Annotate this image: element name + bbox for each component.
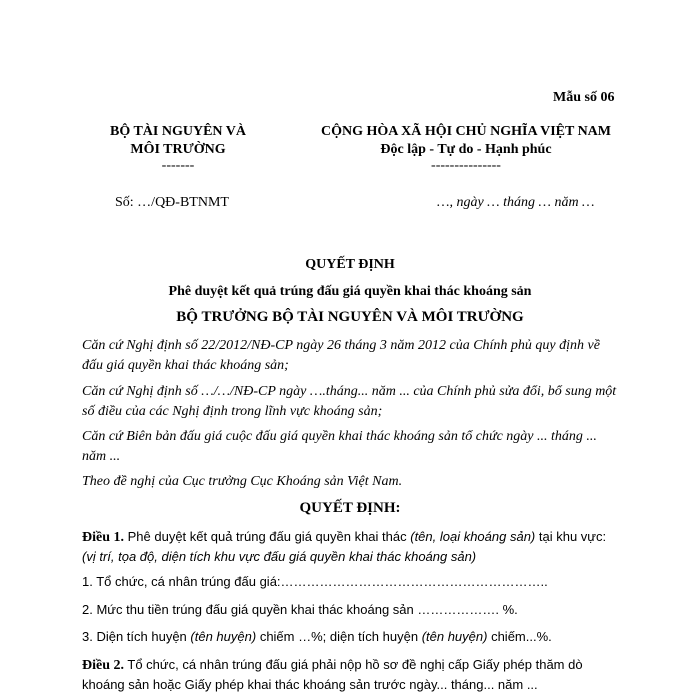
- issuing-authority: BỘ TRƯỞNG BỘ TÀI NGUYÊN VÀ MÔI TRƯỜNG: [176, 309, 524, 325]
- article-2: [82, 655, 620, 694]
- item-3-text-end: chiếm...%.: [491, 629, 552, 644]
- article-1: [82, 527, 620, 566]
- area-description-placeholder: (vị trí, tọa độ, diện tích khu vực đấu giá quyền khai thác khoáng sản): [82, 549, 477, 564]
- mineral-name-placeholder: (tên, loại khoáng sản): [410, 529, 536, 544]
- document-number: Số: …/QĐ-BTNMT: [115, 195, 229, 210]
- item-auction-fee-rate: 2. Mức thu tiền trúng đấu giá quyền khai thác khoáng sản ………………. %.: [82, 602, 518, 617]
- country-title: CỘNG HÒA XÃ HỘI CHỦ NGHĨA VIỆT NAM: [320, 124, 611, 139]
- document-subject: Phê duyệt kết quả trúng đấu giá quyền khai thác khoáng sản: [168, 284, 532, 299]
- national-motto: Độc lập - Tự do - Hạnh phúc: [380, 142, 552, 157]
- ground-amending-decree: Căn cứ Nghị định số …/…/NĐ-CP ngày ….tháng... năm ... của Chính phủ sửa đổi, bổ sung một số điều của các Nghị định trong lĩnh vực khoáng sản;: [82, 384, 617, 419]
- article-1-label: Điều 1.: [82, 530, 124, 545]
- agency-rule: -------: [161, 158, 195, 173]
- item-3-text-cont: chiếm …%; diện tích huyện: [259, 629, 419, 644]
- document-date: …, ngày … tháng … năm …: [437, 195, 595, 210]
- decision-heading: QUYẾT ĐỊNH:: [299, 500, 401, 516]
- article-1-text: Phê duyệt kết quả trúng đấu giá quyền khai thác: [127, 529, 407, 544]
- item-district-area: [82, 629, 552, 644]
- agency-name-line1: BỘ TÀI NGUYÊN VÀ: [109, 124, 246, 139]
- agency-name-line2: MÔI TRƯỜNG: [130, 142, 226, 157]
- item-3-text: 3. Diện tích huyện: [82, 629, 187, 644]
- ground-proposal: Theo đề nghị của Cục trưởng Cục Khoáng sản Việt Nam.: [82, 474, 403, 489]
- article-1-area-label: tại khu vực:: [538, 529, 607, 544]
- document-title: QUYẾT ĐỊNH: [305, 257, 395, 272]
- article-2-label: Điều 2.: [82, 658, 124, 673]
- motto-rule: ---------------: [431, 158, 501, 173]
- article-2-text: Tổ chức, cá nhân trúng đấu giá phải nộp hồ sơ đề nghị cấp Giấy phép thăm dò khoáng sản hoặc Giấy phép khai thác khoáng sản trước ngày... tháng... năm ...: [82, 657, 583, 692]
- ground-decree-22: Căn cứ Nghị định số 22/2012/NĐ-CP ngày 26 tháng 3 năm 2012 của Chính phủ quy định về đấu giá quyền khai thác khoáng sản;: [82, 338, 600, 373]
- ground-auction-minutes: Căn cứ Biên bản đấu giá cuộc đấu giá quyền khai thác khoáng sản tổ chức ngày ... tháng ... năm ...: [82, 429, 597, 464]
- form-code: Mẫu số 06: [553, 90, 615, 105]
- district-name-placeholder-2: (tên huyện): [421, 629, 488, 644]
- district-name-placeholder: (tên huyện): [190, 629, 257, 644]
- item-winning-bidder: 1. Tổ chức, cá nhân trúng đấu giá:……………………………………………………..: [82, 574, 548, 589]
